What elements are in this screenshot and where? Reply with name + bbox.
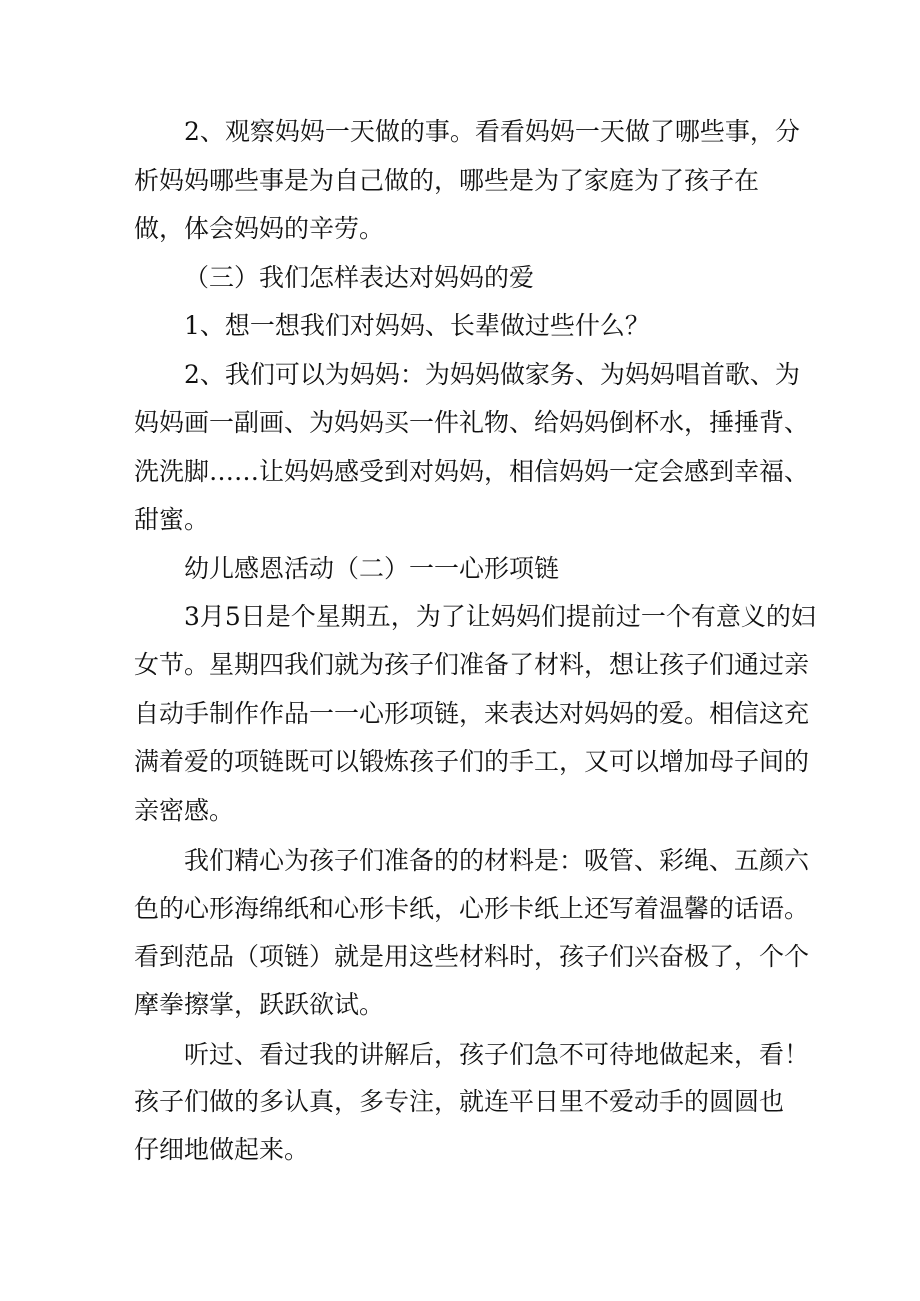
paragraph-line: 仔细地做起来。 xyxy=(134,1135,310,1164)
paragraph-line: 女节。星期四我们就为孩子们准备了材料，想让孩子们通过亲 xyxy=(134,650,810,679)
section-heading: 幼儿感恩活动（二）一一心形项链 xyxy=(184,554,560,583)
section-heading: （三）我们怎样表达对妈妈的爱 xyxy=(184,263,535,292)
paragraph-line: 满着爱的项链既可以锻炼孩子们的手工，又可以增加母子间的 xyxy=(134,747,810,776)
paragraph-line: 孩子们做的多认真，多专注，就连平日里不爱动手的圆圆也 xyxy=(134,1087,785,1116)
paragraph-line: 看到范品（项链）就是用这些材料时，孩子们兴奋极了，个个 xyxy=(134,942,810,971)
paragraph-line: 1、想一想我们对妈妈、长辈做过些什么？ xyxy=(184,311,650,340)
paragraph-line: 妈妈画一副画、为妈妈买一件礼物、给妈妈倒杯水，捶捶背、 xyxy=(134,408,810,437)
paragraph-line: 亲密感。 xyxy=(134,796,235,825)
paragraph-line: 色的心形海绵纸和心形卡纸，心形卡纸上还写着温馨的话语。 xyxy=(134,894,810,923)
paragraph-line: 听过、看过我的讲解后，孩子们急不可待地做起来，看！ xyxy=(184,1040,810,1069)
paragraph-line: 析妈妈哪些事是为自己做的，哪些是为了家庭为了孩子在 xyxy=(134,166,760,195)
paragraph-line: 洗洗脚……让妈妈感受到对妈妈，相信妈妈一定会感到幸福、 xyxy=(134,457,810,486)
paragraph-line: 2、观察妈妈一天做的事。看看妈妈一天做了哪些事，分 xyxy=(184,117,800,146)
paragraph-line: 摩拳擦掌，跃跃欲试。 xyxy=(134,990,385,1019)
paragraph-line: 我们精心为孩子们准备的的材料是：吸管、彩绳、五颜六 xyxy=(184,846,810,875)
paragraph-line: 甜蜜。 xyxy=(134,505,210,534)
paragraph-line: 自动手制作作品一一心形项链，来表达对妈妈的爱。相信这充 xyxy=(134,699,810,728)
paragraph-line: 2、我们可以为妈妈：为妈妈做家务、为妈妈唱首歌、为 xyxy=(184,360,800,389)
paragraph-line: 做，体会妈妈的辛劳。 xyxy=(134,214,385,243)
paragraph-line: 3月5日是个星期五，为了让妈妈们提前过一个有意义的妇 xyxy=(184,602,816,631)
